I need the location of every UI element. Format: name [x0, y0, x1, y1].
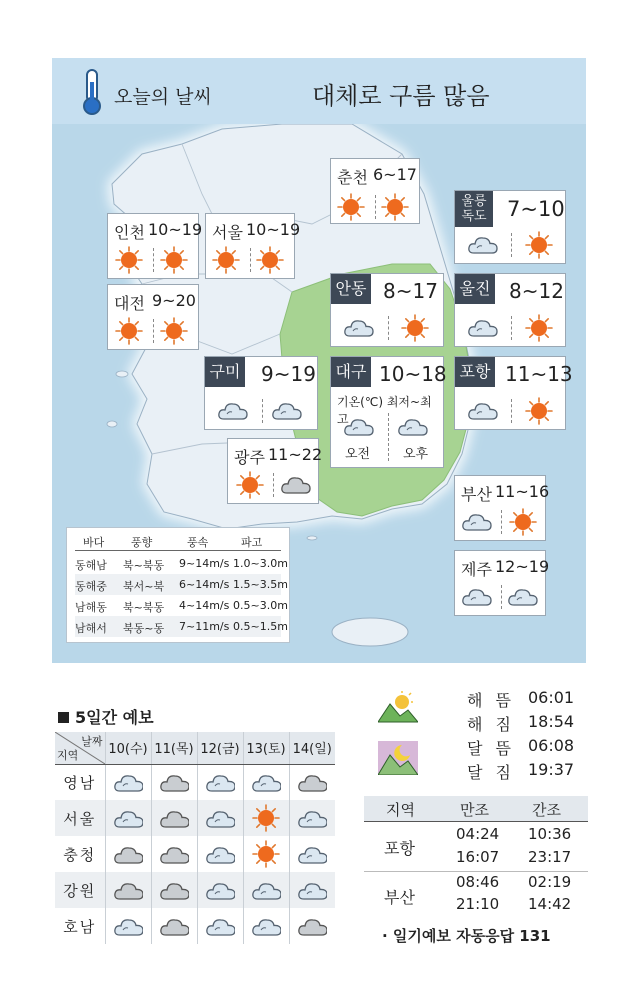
city-tag: 대구: [331, 357, 371, 387]
pm-label: 오후: [403, 447, 429, 462]
forecast-title: 5일간 예보: [58, 705, 154, 728]
forecast-cell: [289, 764, 335, 800]
partly-cloudy-icon: [297, 841, 327, 867]
cloud-icon: [343, 413, 375, 441]
forecast-cell: [197, 908, 243, 944]
forecast-table: [55, 732, 335, 944]
city-temp: 10~19: [148, 220, 203, 239]
city-temp: 11~22: [268, 445, 323, 464]
city-temp: 11~13: [505, 362, 573, 386]
partly-cloudy-icon: [205, 769, 235, 795]
forecast-cell: [243, 908, 289, 944]
tide-row-busan: 부산 08:46 21:10 02:19 14:42: [384, 873, 572, 913]
city-name: 대전: [114, 294, 145, 313]
sea-conditions-table: [66, 527, 290, 643]
region-name: 충청: [55, 836, 105, 872]
forecast-cell: [289, 836, 335, 872]
day-header: 11(목): [151, 732, 197, 764]
cloud-icon: [297, 769, 327, 795]
day-header: 12(금): [197, 732, 243, 764]
region-name: 강원: [55, 872, 105, 908]
partly-cloudy-icon: [113, 805, 143, 831]
city-temp: 10~19: [246, 220, 301, 239]
cloud-icon: [113, 841, 143, 867]
city-name: 인천: [114, 223, 145, 242]
moonset-time: 19:37: [528, 760, 575, 779]
city-box-pohang: [454, 356, 573, 430]
tide-row-pohang: 포항 04:24 16:07 10:36 23:17: [364, 822, 588, 872]
sun-icon: [525, 397, 553, 425]
sun-icon: [401, 314, 429, 342]
city-tag: 울릉 독도: [455, 191, 493, 227]
forecast-cell: [197, 836, 243, 872]
city-name: 서울: [212, 223, 243, 242]
city-box-incheon: [107, 213, 203, 279]
moonrise-icon: [378, 741, 418, 775]
moonrise-label: 달 뜸: [467, 739, 515, 758]
partly-cloudy-icon: [251, 769, 281, 795]
city-temp: 7~10: [507, 197, 565, 221]
day-header: 13(토): [243, 732, 289, 764]
moonset-label: 달 짐: [467, 763, 515, 782]
sun-icon: [337, 193, 365, 221]
day-header: 14(일): [289, 732, 335, 764]
city-temp: 9~19: [261, 362, 316, 386]
forecast-row: [55, 764, 335, 800]
city-temp: 6~17: [373, 165, 417, 184]
forecast-cell: [289, 800, 335, 836]
sea-row: 남해서 북동~동 7~11m/s 0.5~1.5m: [75, 616, 281, 637]
forecast-cell: [243, 800, 289, 836]
sunrise-time: 06:01: [528, 688, 575, 707]
cloud-icon: [343, 314, 375, 342]
partly-cloudy-icon: [113, 769, 143, 795]
forecast-row: [55, 836, 335, 872]
forecast-cell: [197, 800, 243, 836]
region-name: 영남: [55, 764, 105, 800]
city-name: 제주: [461, 560, 492, 579]
partly-cloudy-icon: [113, 913, 143, 939]
forecast-header-row: [55, 732, 335, 764]
cloud-icon: [467, 314, 499, 342]
city-tag: 안동: [331, 274, 371, 304]
region-name: 호남: [55, 908, 105, 944]
forecast-cell: [151, 872, 197, 908]
sun-icon: [252, 840, 280, 868]
city-box-gwangju: [227, 438, 323, 504]
forecast-cell: [105, 872, 151, 908]
city-box-jeju: [454, 550, 550, 616]
sun-icon: [525, 231, 553, 259]
forecast-cell: [151, 908, 197, 944]
partly-cloudy-icon: [251, 877, 281, 903]
city-name: 광주: [234, 448, 265, 467]
city-name: 춘천: [337, 168, 368, 187]
forecast-cell: [243, 872, 289, 908]
cloud-icon: [297, 913, 327, 939]
cloud-icon: [467, 397, 499, 425]
city-name: 부산: [461, 485, 492, 504]
forecast-cell: [151, 764, 197, 800]
corner-cell: 날짜 지역: [55, 732, 105, 764]
forecast-cell: [105, 800, 151, 836]
today-weather-title: 오늘의 날씨: [114, 86, 212, 108]
forecast-cell: [197, 872, 243, 908]
forecast-cell: [105, 908, 151, 944]
sun-icon: [256, 246, 284, 274]
am-label: 오전: [345, 447, 371, 462]
forecast-cell: [289, 908, 335, 944]
city-box-uljin: [454, 273, 566, 347]
city-temp: 8~17: [383, 279, 438, 303]
weather-headline: 대체로 구름 많음: [312, 82, 490, 110]
city-box-andong: [330, 273, 444, 347]
forecast-row: [55, 908, 335, 944]
day-header: 10(수): [105, 732, 151, 764]
partly-cloudy-icon: [205, 877, 235, 903]
sun-icon: [509, 508, 537, 536]
sun-icon: [212, 246, 240, 274]
sun-icon: [252, 804, 280, 832]
city-tag: 울진: [455, 274, 495, 304]
city-temp: 12~19: [495, 557, 550, 576]
cloud-icon: [397, 413, 429, 441]
region-name: 서울: [55, 800, 105, 836]
city-box-daegu: [330, 356, 447, 468]
cloud-icon: [159, 877, 189, 903]
sun-icon: [115, 246, 143, 274]
sunset-time: 18:54: [528, 712, 575, 731]
city-box-chuncheon: [330, 158, 420, 224]
thermometer-icon: [80, 68, 104, 116]
city-temp: 8~12: [509, 279, 564, 303]
sun-icon: [160, 246, 188, 274]
city-tag: 포항: [455, 357, 495, 387]
cloud-icon: [461, 583, 493, 611]
forecast-cell: [151, 836, 197, 872]
sea-row: 남해동 북~북동 4~14m/s 0.5~3.0m: [75, 599, 288, 614]
partly-cloudy-icon: [205, 805, 235, 831]
forecast-cell: [105, 764, 151, 800]
moonrise-time: 06:08: [528, 736, 575, 755]
sunrise-icon: [378, 690, 418, 724]
sunset-label: 해 짐: [467, 715, 515, 734]
sea-row: 동해남 북~북동 9~14m/s 1.0~3.0m: [75, 557, 288, 572]
panel-header: [52, 58, 586, 124]
cloud-icon: [507, 583, 539, 611]
city-box-busan: [454, 475, 550, 541]
forecast-row: [55, 872, 335, 908]
cloud-icon: [467, 231, 499, 259]
partly-cloudy-icon: [205, 841, 235, 867]
cloud-gray-icon: [280, 471, 312, 499]
cloud-icon: [217, 397, 249, 425]
forecast-row: [55, 800, 335, 836]
city-temp: 10~18: [379, 362, 447, 386]
city-box-gumi: [204, 356, 318, 430]
partly-cloudy-icon: [251, 913, 281, 939]
sea-table-header: 바다 풍향 풍속 파고: [75, 530, 281, 551]
ars-info: · 일기예보 자동응답 131: [382, 927, 551, 945]
city-temp: 11~16: [495, 482, 550, 501]
sun-icon: [236, 471, 264, 499]
sea-row: 동해중 북서~북 6~14m/s 1.5~3.5m: [75, 574, 281, 595]
cloud-icon: [461, 508, 493, 536]
temp-legend: 기온(℃) 최저~최고: [337, 395, 432, 426]
tide-header: 지역 만조 간조: [364, 796, 588, 822]
cloud-icon: [159, 841, 189, 867]
partly-cloudy-icon: [297, 877, 327, 903]
sun-icon: [115, 317, 143, 345]
partly-cloudy-icon: [205, 913, 235, 939]
cloud-icon: [271, 397, 303, 425]
city-temp: 9~20: [152, 291, 196, 310]
cloud-icon: [159, 769, 189, 795]
sun-icon: [381, 193, 409, 221]
forecast-cell: [243, 836, 289, 872]
forecast-cell: [197, 764, 243, 800]
partly-cloudy-icon: [297, 805, 327, 831]
forecast-cell: [243, 764, 289, 800]
cloud-icon: [113, 877, 143, 903]
forecast-cell: [105, 836, 151, 872]
city-box-ulleung: [454, 190, 566, 264]
sun-icon: [525, 314, 553, 342]
city-box-daejeon: [107, 284, 199, 350]
city-tag: 구미: [205, 357, 245, 387]
forecast-cell: [289, 872, 335, 908]
city-box-seoul: [205, 213, 301, 279]
sunrise-label: 해 뜸: [467, 691, 515, 710]
sun-icon: [160, 317, 188, 345]
cloud-icon: [159, 913, 189, 939]
cloud-icon: [159, 805, 189, 831]
forecast-cell: [151, 800, 197, 836]
